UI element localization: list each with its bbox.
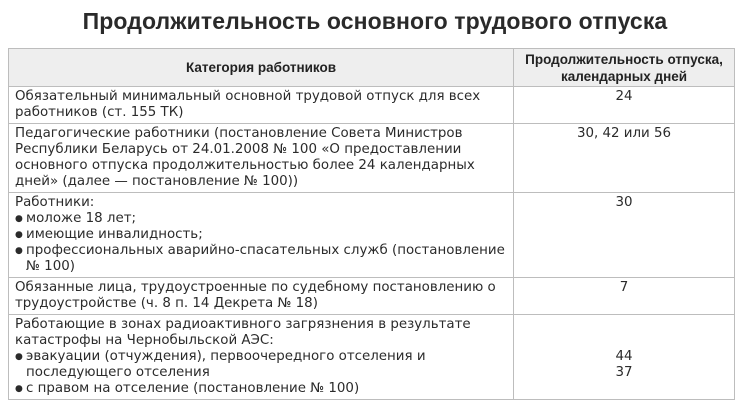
header-duration-line1: Продолжительность отпуска, [525,51,723,67]
days-cell: 24 [514,87,735,124]
spacer [518,317,730,349]
category-heading: Работающие в зонах радиоактивного загрязнения в результате катастрофы на Чернобыльской АЭС: [15,317,471,348]
table-row [9,278,735,315]
bullet-item: ● с правом на отселение (постановление № 100) [15,381,507,397]
category-cell: Обязанные лица, трудоустроенные по судебному постановлению о трудоустройстве (ч. 8 п. 14 Декрета № 18) [9,278,514,315]
category-heading: Работники: [15,195,95,210]
days-cell: 7 [514,278,735,315]
table-row [9,193,735,278]
table-row [9,87,735,124]
bullet-item: ● профессиональных аварийно-спасательных служб (постановление № 100) [15,243,507,275]
leave-duration-table [8,48,735,400]
header-duration-line2: календарных дней [560,68,688,84]
table-row [9,124,735,193]
table-row [9,315,735,400]
days-cell: 30 [514,193,735,278]
category-cell: Педагогические работники (постановление Совета Министров Республики Беларусь от 24.01.2008 № 100 «О предоставлении основного отпуска продолжительностью более 24 календарных дней» (далее — постановление № 100)) [9,124,514,193]
category-cell [9,315,514,400]
header-category: Категория работников [9,49,514,87]
bullet-item: ● эвакуации (отчуждения), первоочередного отселения и последующего отселения [15,349,507,381]
table-header-row [9,49,735,87]
bullet-item: ● имеющие инвалидность; [15,227,507,243]
days-cell [514,315,735,400]
page-title: Продолжительность основного трудового отпуска [82,8,668,34]
days-cell: 30, 42 или 56 [514,124,735,193]
category-cell: Обязательный минимальный основной трудовой отпуск для всех работников (ст. 155 ТК) [9,87,514,124]
days-value: 37 [615,365,633,380]
days-value: 44 [615,349,633,364]
header-duration [514,49,735,87]
bullet-item: ● моложе 18 лет; [15,211,507,227]
category-cell [9,193,514,278]
